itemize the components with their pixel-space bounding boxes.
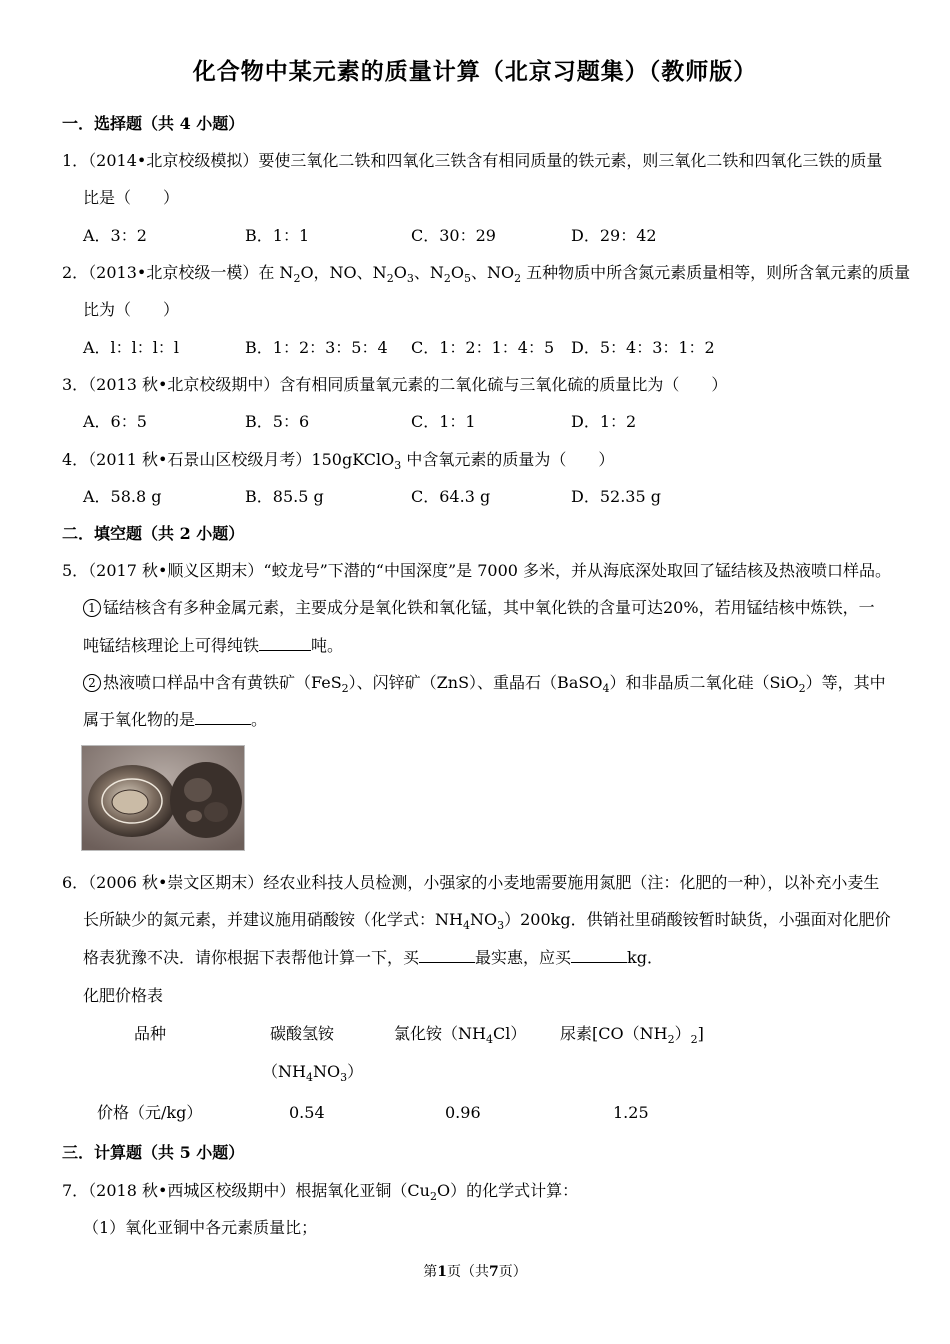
section-heading-choice: 一．选择题（共 4 小题） <box>62 114 245 133</box>
q5-part2-cont: 属于氧化物的是 。 <box>83 710 268 729</box>
q7-subquestion-1: （1）氧化亚铜中各元素质量比； <box>83 1218 318 1237</box>
q1-option-c: C．30：29 <box>411 226 496 245</box>
section-heading-calc: 三．计算题（共 5 小题） <box>62 1143 245 1162</box>
q5-part1-cont: 吨锰结核理论上可得纯铁 吨。 <box>83 636 344 655</box>
answer-blank[interactable] <box>419 948 475 963</box>
fertilizer-ammonium-nitrate: 碳酸氢铵 <box>270 1024 335 1043</box>
q6-stem-cont: 长所缺少的氮元素，并建议施用硝酸铵（化学式：$NH_4NO_3)200kg$．供销社里硝酸铵暂时缺货，小强面对化肥价 <box>83 910 891 933</box>
q1-option-a: A．3：2 <box>83 226 147 245</box>
q3-stem: 3．（2013 秋•北京校级期中）含有相同质量氧元素的二氧化硫与三氧化硫的质量比为（ ） <box>62 375 728 394</box>
page-title: 化合物中某元素的质量计算（北京习题集）（教师版） <box>192 58 758 85</box>
q4-option-b: B．85.5 g <box>245 487 324 506</box>
q2-stem: 2．（2013•北京校级一模）在 $N_2O$，NO、$N_2O_3$、$N_2O_5$、$NO_2$ 五种物质中所含氮元素质量相等，则所含氧元素的质量 <box>62 263 911 286</box>
price-cell: 0.54 <box>289 1103 325 1122</box>
q2-option-c: C．1：2：1：4：5 <box>411 338 555 357</box>
answer-blank[interactable] <box>259 636 311 651</box>
fertilizer-urea: 尿素$[CO(NH_2)_2]$ <box>560 1024 704 1047</box>
price-table-header-label: 品种 <box>134 1024 167 1043</box>
q2-option-a: A．l：l：l：l <box>83 338 180 357</box>
answer-blank[interactable] <box>195 710 251 725</box>
q1-stem-cont: 比是（ ） <box>83 188 180 207</box>
q5-stem: 5．（2017 秋•顺义区期末）“蛟龙号”下潜的“中国深度”是 7000 多米，并从海底深处取回了锰结核及热液喷口样品。 <box>62 561 892 580</box>
q3-option-c: C．1：1 <box>411 412 476 431</box>
q3-option-d: D．1：2 <box>571 412 637 431</box>
q1-option-b: B．1：1 <box>245 226 310 245</box>
q3-option-b: B．5：6 <box>245 412 310 431</box>
q5-part2: 2 热液喷口样品中含有黄铁矿（FeS$_2$）、闪锌矿（ZnS）、重晶石（BaSO$_4$）和非晶质二氧化硅（SiO$_2$）等，其中 <box>83 673 886 695</box>
price-cell: 0.96 <box>445 1103 481 1122</box>
q7-stem: 7．（2018 秋•西城区校级期中）根据氧化亚铜$(Cu_2O)$的化学式计算： <box>62 1181 579 1204</box>
fertilizer-ammonium-chloride: 氯化铵$(NH_4Cl)$ <box>394 1024 527 1047</box>
q1-option-d: D．29：42 <box>571 226 657 245</box>
price-cell: 1.25 <box>613 1103 649 1122</box>
page-footer: 第1页（共7页） <box>423 1264 527 1280</box>
q3-option-a: A．6：5 <box>83 412 147 431</box>
section-heading-fill: 二．填空题（共 2 小题） <box>62 524 245 543</box>
fertilizer-ammonium-nitrate-formula: $(NH_4NO_3)$ <box>262 1062 364 1085</box>
q2-stem-cont: 比为（ ） <box>83 300 180 319</box>
circled-number-1: 1 <box>83 599 101 617</box>
circled-number-2: 2 <box>83 674 101 692</box>
price-table-title: 化肥价格表 <box>83 986 164 1005</box>
price-row-label: 价格（元/kg） <box>97 1103 203 1122</box>
q2-option-b: B．1：2：3：5：4 <box>245 338 388 357</box>
mineral-samples-photo <box>81 745 245 851</box>
q4-stem: 4．（2011 秋•石景山区校级月考）150gKClO$_3$ 中含氧元素的质量为（ ） <box>62 450 615 473</box>
q1-stem: 1．（2014•北京校级模拟）要使三氧化二铁和四氧化三铁含有相同质量的铁元素，则三氧化二铁和四氧化三铁的质量 <box>62 151 883 170</box>
answer-blank[interactable] <box>571 948 627 963</box>
q5-part1: 1 锰结核含有多种金属元素，主要成分是氧化铁和氧化锰，其中氧化铁的含量可达20%，若用锰结核中炼铁，一 <box>83 598 875 617</box>
q6-stem-cont2: 格表犹豫不决．请你根据下表帮他计算一下，买 最实惠，应买 kg． <box>83 948 663 967</box>
q4-option-d: D．52.35 g <box>571 487 661 506</box>
q4-option-c: C．64.3 g <box>411 487 491 506</box>
q2-option-d: D．5：4：3：1：2 <box>571 338 715 357</box>
q4-option-a: A．58.8 g <box>83 487 162 506</box>
q6-stem: 6．（2006 秋•崇文区期末）经农业科技人员检测，小强家的小麦地需要施用氮肥（注：化肥的一种），以补充小麦生 <box>62 873 880 892</box>
